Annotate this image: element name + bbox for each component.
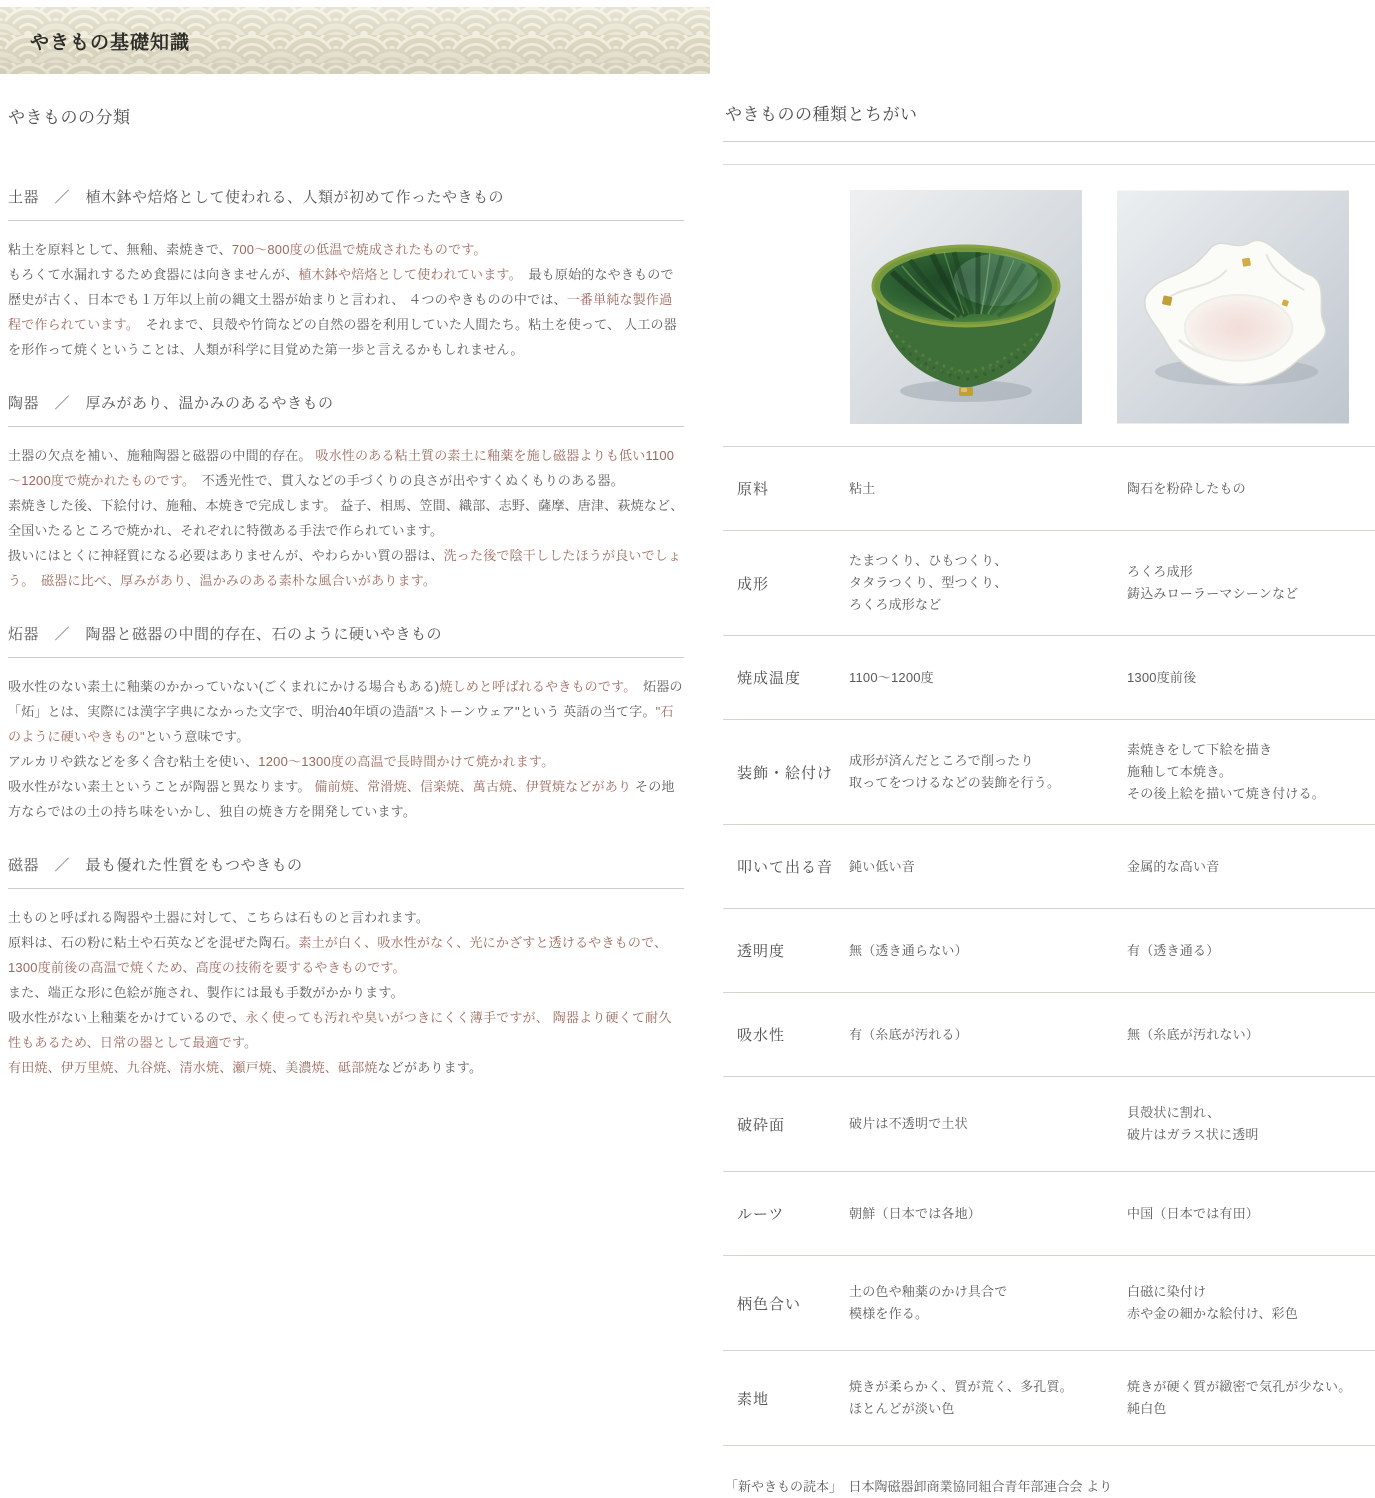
section-heading: 炻器 ／ 陶器と磁器の中間的存在、石のように硬いやきもの <box>8 626 443 643</box>
section-heading: 陶器 ／ 厚みがあり、温かみのあるやきもの <box>8 395 334 412</box>
body-text: 吸水性がない上釉薬をかけているので、 <box>8 1010 246 1025</box>
body-text: 最も原始的なやきもので歴史が古く、日本でも１万年以上前の縄文土器が始まりと言われ、 ４つのやきものの中では、 <box>8 267 674 307</box>
jiki-cell: 中国（日本では有田） <box>1127 1205 1260 1221</box>
highlighted-text: 有田焼、伊万里焼、九谷焼、清水焼、瀬戸焼、美濃焼、砥部焼 <box>8 1060 378 1075</box>
divider <box>723 141 1375 142</box>
body-text: 素焼きした後、下絵付け、施釉、本焼きで完成します。 益子、相馬、笠間、織部、志野、薩摩、唐津、萩焼など、全国いたるところで焼かれ、それぞれに特徴ある手法で作られています。 <box>8 498 684 538</box>
divider <box>8 657 684 658</box>
toki-cell: 粘土 <box>849 480 876 496</box>
highlighted-text: 洗った後で陰干ししたほうが良いでしょう。 <box>8 548 682 588</box>
body-text: 不透光性で、貫入などの手づくりの良さが出やすくぬくもりのある器。 <box>188 473 624 488</box>
row-label: 装飾・絵付け <box>737 764 834 782</box>
table-row <box>723 530 1375 635</box>
left-sections <box>8 186 684 1080</box>
row-label: ルーツ <box>737 1206 785 1223</box>
highlighted-text: 一番単純な製作過程で作られています。 <box>8 292 673 332</box>
table-row <box>723 1350 1375 1445</box>
divider <box>8 888 684 889</box>
comparison-heading: やきものの種類とちがい <box>725 105 918 124</box>
classification-heading: やきものの分類 <box>8 108 131 127</box>
jiki-cell: 陶石を粉砕したもの <box>1127 480 1246 496</box>
row-label: 柄色合い <box>737 1295 802 1313</box>
highlighted-text: 素土が白く、吸水性がなく、光にかざすと透けるやきもので、1300度前後の高温で焼くため、高度の技術を要するやきものです。 <box>8 935 668 975</box>
highlighted-text: 植木鉢や焙烙として使われています。 <box>298 267 516 282</box>
body-text: などがあります。 <box>377 1060 483 1075</box>
body-text: アルカリや鉄などを多く含む粘土を使い、 <box>8 754 259 769</box>
table-row <box>723 1076 1375 1171</box>
divider <box>723 164 1375 165</box>
pottery-section-4 <box>8 854 684 1080</box>
body-text: また、端正な形に色絵が施され、製作には最も手数がかかります。 <box>8 985 404 1000</box>
body-text: 原料は、石の粉に粘土や石英などを混ぜた陶石。 <box>8 935 299 950</box>
toki-cell: 有（糸底が汚れる） <box>849 1026 968 1042</box>
toki-cell: 成形が済んだところで削ったり 取ってをつけるなどの装飾を行う。 <box>849 753 1061 790</box>
source-note: 「新やきもの読本」 日本陶磁器卸商業協同組合青年部連合会 より <box>725 1479 1113 1494</box>
pottery-section-2 <box>8 392 684 593</box>
toki-cell: 鈍い低い音 <box>849 858 916 874</box>
divider <box>8 426 684 427</box>
toki-cell: 朝鮮（日本では各地） <box>849 1205 982 1221</box>
row-label: 吸水性 <box>737 1027 786 1044</box>
toki-cell: 土の色や釉薬のかけ具合で 模様を作る。 <box>849 1284 1008 1321</box>
toki-cell: 焼きが柔らかく、質が荒く、多孔質。 ほとんどが淡い色 <box>849 1379 1073 1416</box>
body-text: 土ものと呼ばれる陶器や土器に対して、こちらは石ものと言われます。 <box>8 910 430 925</box>
comparison-column <box>723 0 1375 1495</box>
row-label: 焼成温度 <box>737 670 802 687</box>
jiki-cell: 焼きが硬く質が緻密で気孔が少ない。 純白色 <box>1127 1379 1352 1416</box>
highlighted-text: 永く使っても汚れや臭いがつきにくく薄手ですが、 陶器より硬くて耐久性もあるため、日常の器として最適です。 <box>8 1010 672 1050</box>
row-label: 破砕面 <box>737 1116 786 1134</box>
pottery-section-3 <box>8 623 684 824</box>
highlighted-text: 磁器に比べ、厚みがあり、温かみのある素朴な風合いがあります。 <box>41 573 437 588</box>
white-dish-illustration <box>1117 190 1349 424</box>
row-label: 叩いて出る音 <box>737 859 834 876</box>
toki-cell: 1100～1200度 <box>849 669 934 685</box>
table-row <box>723 1171 1375 1255</box>
body-text: 吸水性がない素土ということが陶器と異なります。 <box>8 779 315 794</box>
jiki-cell: 有（透き通る） <box>1127 942 1220 958</box>
highlighted-text: 1200～1300度の高温で長時間かけて焼かれます。 <box>258 754 555 769</box>
highlighted-text: "石のように硬いやきもの" <box>8 704 674 744</box>
table-row <box>723 446 1375 530</box>
table-row <box>723 1255 1375 1350</box>
green-glazed-pottery-bowl-image <box>850 190 1082 424</box>
classification-column <box>8 0 684 1080</box>
row-label: 透明度 <box>737 943 786 960</box>
jiki-cell: 貝殻状に割れ、 破片はガラス状に透明 <box>1127 1105 1259 1142</box>
body-text: 粘土を原料として、無釉、素焼きで、 <box>8 242 232 257</box>
comparison-table <box>723 446 1375 1446</box>
table-row <box>723 824 1375 908</box>
body-text: もろくて水漏れするため食器には向きませんが、 <box>8 267 299 282</box>
body-text: その地方ならではの土の持ち味をいかし、独自の焼き方を開発しています。 <box>8 779 675 819</box>
row-label: 原料 <box>737 481 770 498</box>
body-text: 土器の欠点を補い、施釉陶器と磁器の中間的存在。 <box>8 448 316 463</box>
table-row <box>723 908 1375 992</box>
highlighted-text: 吸水性のある粘土質の素土に釉薬を施し磁器よりも低い1100～1200度で焼かれたものです。 <box>8 448 675 488</box>
table-row <box>723 992 1375 1076</box>
row-label: 素地 <box>737 1390 770 1408</box>
section-paragraph <box>8 674 684 824</box>
pottery-section-1 <box>8 186 684 362</box>
body-text: それまで、貝殻や竹筒などの自然の器を利用していた人間たち。粘土を使って、 人工の器を形作って焼くということは、人類が科学に目覚めた第一歩と言えるかもしれません。 <box>8 317 677 357</box>
section-paragraph <box>8 443 684 593</box>
jiki-cell: 無（糸底が汚れない） <box>1127 1026 1260 1042</box>
row-label: 成形 <box>737 575 770 593</box>
section-heading: 土器 ／ 植木鉢や焙烙として使われる、人類が初めて作ったやきもの <box>8 189 505 206</box>
table-row <box>723 635 1375 719</box>
table-row <box>723 719 1375 824</box>
section-paragraph <box>8 905 684 1080</box>
green-bowl-illustration <box>850 190 1082 424</box>
section-heading: 磁器 ／ 最も優れた性質をもつやきもの <box>8 857 303 874</box>
white-porcelain-dish-image <box>1117 190 1349 424</box>
toki-cell: たまつくり、ひもつくり、 タタラつくり、型つくり、 ろくろ成形など <box>849 553 1008 612</box>
divider <box>8 220 684 221</box>
highlighted-text: 備前焼、常滑焼、信楽焼、萬古焼、伊賀焼などがあり <box>314 779 632 794</box>
highlighted-text: 焼しめと呼ばれるやきものです。 <box>439 679 630 694</box>
jiki-cell: 金属的な高い音 <box>1127 858 1220 874</box>
jiki-cell: 1300度前後 <box>1127 669 1197 685</box>
sample-images <box>850 190 1375 424</box>
toki-cell: 無（透き通らない） <box>849 942 968 958</box>
highlighted-text: 700～800度の低温で焼成されたものです。 <box>231 242 487 257</box>
body-text <box>28 573 41 588</box>
jiki-cell: 白磁に染付け 赤や金の細かな絵付け、彩色 <box>1127 1284 1299 1321</box>
section-paragraph <box>8 237 684 362</box>
toki-cell: 破片は不透明で土状 <box>849 1116 968 1131</box>
body-text: 炻器の「炻」とは、実際には漢字字典になかった文字で、明治40年頃の造語"ストーンウェア"という 英語の当て字。 <box>8 679 683 719</box>
body-text: 扱いにはとくに神経質になる必要はありませんが、やわらかい質の器は、 <box>8 548 444 563</box>
jiki-cell: 素焼きをして下絵を描き 施釉して本焼き。 その後上絵を描いて焼き付ける。 <box>1127 742 1326 801</box>
body-text: という意味です。 <box>144 729 250 744</box>
page-title: やきもの基礎知識 <box>30 32 191 53</box>
jiki-cell: ろくろ成形 鋳込みローラーマシーンなど <box>1127 564 1299 601</box>
body-text: 吸水性のない素土に釉薬のかかっていない(ごくまれにかける場合もある) <box>8 679 440 694</box>
